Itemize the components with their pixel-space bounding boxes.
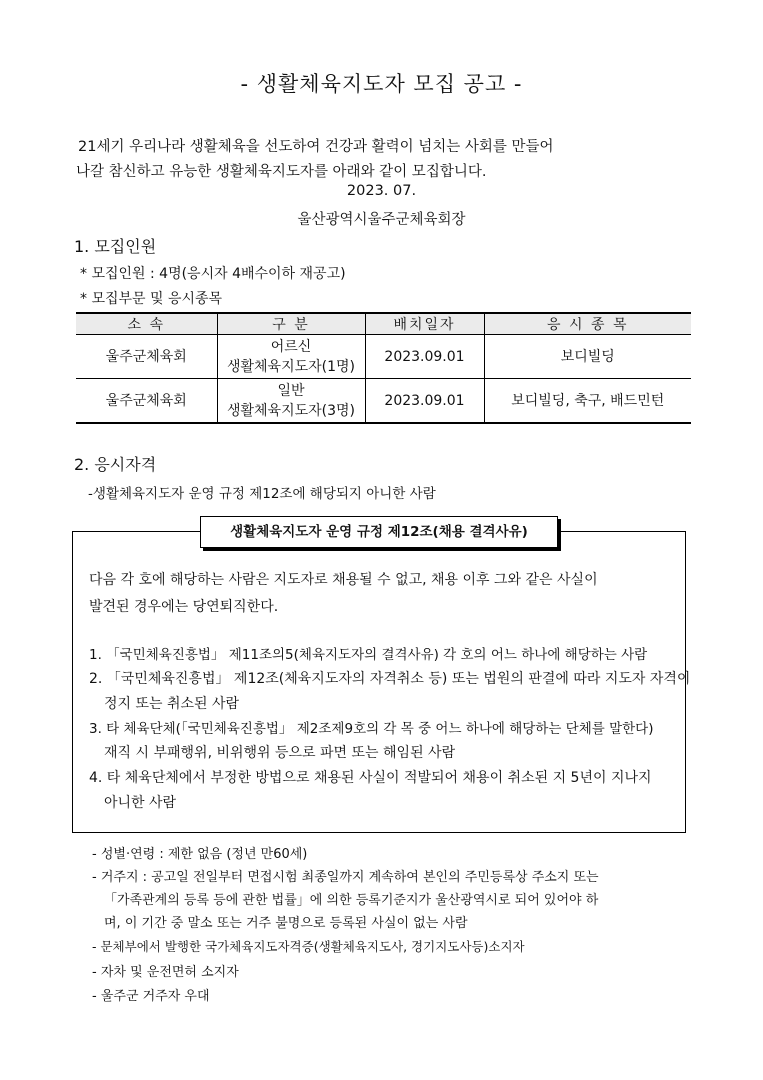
division-type: 어르신 <box>270 338 312 355</box>
recruit-category: * 모집부문 및 응시종목 <box>80 291 223 307</box>
note-license: - 자차 및 운전면허 소지자 <box>92 965 239 980</box>
qualification-rule: -생활체육지도자 운영 규정 제12조에 해당되지 아니한 사람 <box>88 486 436 502</box>
intro-line-2: 나갈 참신하고 유능한 생활체육지도자를 아래와 같이 모집합니다. <box>76 164 487 180</box>
issuer: 울산광역시울주군체육회장 <box>297 212 466 228</box>
header-sport: 응 시 종 목 <box>484 313 691 335</box>
header-date: 배치일자 <box>365 313 484 335</box>
box-paragraph-line-2: 발견된 경우에는 당연퇴직한다. <box>89 599 279 615</box>
note-residence-line-1: - 거주지 : 공고일 전일부터 면접시험 최종일까지 계속하여 본인의 주민등록상 주소지 또는 <box>92 870 599 885</box>
table-row <box>76 379 691 424</box>
box-paragraph-line-1: 다음 각 호에 해당하는 사람은 지도자로 채용될 수 없고, 채용 이후 그와 같은 사실이 <box>89 572 598 588</box>
note-residence-line-3: 며, 이 기간 중 말소 또는 거주 불명으로 등록된 사실이 없는 사람 <box>104 916 468 931</box>
section-2-heading: 2. 응시자격 <box>74 455 157 474</box>
notice-date: 2023. 07. <box>346 183 417 199</box>
box-item-4-line-1: 4. 타 체육단체에서 부정한 방법으로 채용된 사실이 적발되어 채용이 취소된 지 5년이 지나지 <box>89 770 652 786</box>
division-role: 생활체육지도자(3명) <box>226 402 356 419</box>
note-certificate: - 문체부에서 발행한 국가체육지도자격증(생활체육지도사, 경기지도사등)소지자 <box>92 939 525 954</box>
cell-org: 울주군체육회 <box>76 335 217 379</box>
box-item-3-line-1: 3. 타 체육단체(「국민체육진흥법」 제2조제9호의 각 목 중 어느 하나에 해당하는 단체를 말한다) <box>89 721 654 737</box>
cell-sport: 보디빌딩, 축구, 배드민턴 <box>484 379 691 424</box>
table-header-row <box>76 313 691 335</box>
page-title: - 생활체육지도자 모집 공고 - <box>240 72 523 96</box>
recruit-table <box>76 312 691 424</box>
division-role: 생활체육지도자(1명) <box>226 358 356 375</box>
cell-division <box>217 379 365 424</box>
cell-sport: 보디빌딩 <box>484 335 691 379</box>
section-1-heading: 1. 모집인원 <box>74 237 157 256</box>
division-type: 일반 <box>277 382 305 399</box>
cell-date: 2023.09.01 <box>365 379 484 424</box>
table-row <box>76 335 691 379</box>
header-division: 구 분 <box>217 313 365 335</box>
box-item-2-line-1: 2. 「국민체육진흥법」 제12조(체육지도자의 자격취소 등) 또는 법원의 판결에 따라 지도자 자격이 <box>89 671 691 687</box>
intro-line-1: 21세기 우리나라 생활체육을 선도하여 건강과 활력이 넘치는 사회를 만들어 <box>78 139 554 155</box>
note-residence-line-2: 「가족관계의 등록 등에 관한 법률」에 의한 등록기준지가 울산광역시로 되어 있어야 하 <box>104 893 599 908</box>
cell-date: 2023.09.01 <box>365 335 484 379</box>
note-preference: - 울주군 거주자 우대 <box>92 989 210 1004</box>
header-org: 소 속 <box>76 313 217 335</box>
cell-division <box>217 335 365 379</box>
box-item-4-line-2: 아니한 사람 <box>104 795 177 811</box>
note-gender-age: - 성별·연령 : 제한 없음 (정년 만60세) <box>92 847 308 862</box>
cell-org: 울주군체육회 <box>76 379 217 424</box>
box-item-1: 1. 「국민체육진흥법」 제11조의5(체육지도자의 결격사유) 각 호의 어느 하나에 해당하는 사람 <box>89 647 648 663</box>
box-item-2-line-2: 정지 또는 취소된 사람 <box>104 696 240 712</box>
box-item-3-line-2: 재직 시 부패행위, 비위행위 등으로 파면 또는 해임된 사람 <box>104 745 456 761</box>
recruit-count: * 모집인원 : 4명(응시자 4배수이하 재공고) <box>80 266 346 282</box>
disqualification-box-title: 생활체육지도자 운영 규정 제12조(채용 결격사유) <box>200 516 558 548</box>
